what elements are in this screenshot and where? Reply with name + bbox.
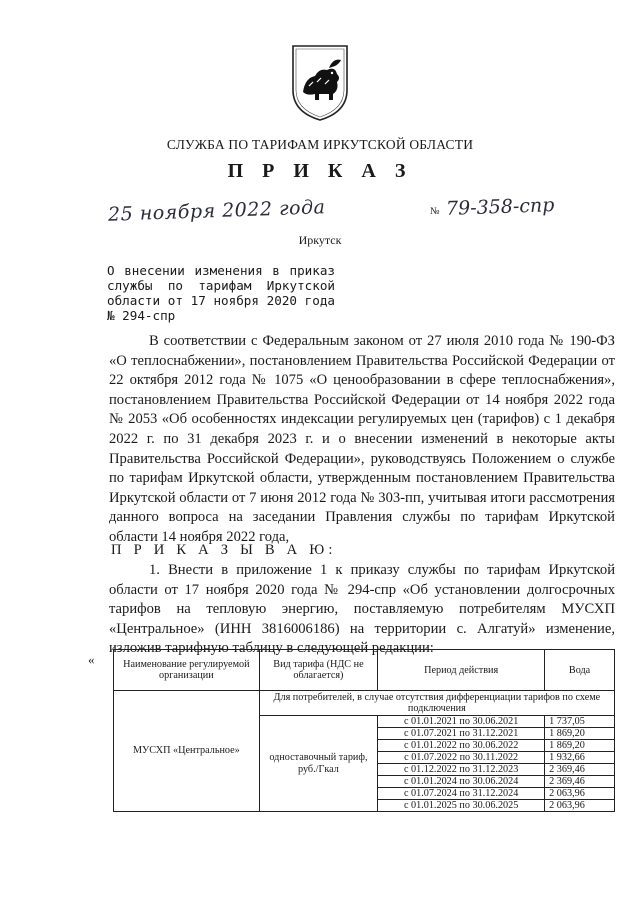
open-quote-mark: «	[88, 652, 95, 667]
period-cell: с 01.01.2024 по 30.06.2024	[378, 776, 545, 788]
value-cell: 1 737,05	[545, 716, 615, 728]
period-cell: с 01.07.2021 по 31.12.2021	[378, 728, 545, 740]
period-cell: с 01.07.2024 по 31.12.2024	[378, 788, 545, 800]
header-period: Период действия	[378, 650, 545, 691]
order-item-1: 1. Внести в приложение 1 к приказу службы по тарифам Иркутской области от 17 ноября 2020 года № 294-спр «Об установлении долгосрочных тарифов на тепловую энергию, поставляемую потребителям МУСХП «Центральное» (ИНН 3816006186) на территории с. Алгатуй» изменение, изложив тарифную таблицу в следующей редакции:	[109, 562, 615, 657]
value-cell: 1 869,20	[545, 740, 615, 752]
coat-of-arms-icon	[289, 42, 351, 124]
table-header-row	[114, 650, 615, 691]
handwritten-number: 79-358-спр	[445, 194, 555, 220]
orders-heading: П Р И К А З Ы В А Ю:	[111, 542, 337, 558]
document-subject: О внесении изменения в приказ службы по тарифам Иркутской области от 17 ноября 2020 года № 294-спр	[107, 263, 335, 323]
header-org: Наименование регулируемой организации	[114, 650, 260, 691]
value-cell: 1 869,20	[545, 728, 615, 740]
period-cell: с 01.12.2022 по 31.12.2023	[378, 764, 545, 776]
city-name: Иркутск	[298, 233, 342, 247]
handwritten-date: 25 ноября 2022 года	[107, 196, 326, 226]
value-cell: 2 369,46	[545, 764, 615, 776]
tariff-kind-cell: одноставочный тариф, руб./Гкал	[259, 716, 377, 812]
period-cell: с 01.01.2025 по 30.06.2025	[378, 800, 545, 812]
organization-cell: МУСХП «Центральное»	[114, 691, 260, 812]
organization-name: СЛУЖБА ПО ТАРИФАМ ИРКУТСКОЙ ОБЛАСТИ	[166, 137, 474, 152]
tariff-table	[113, 649, 615, 812]
period-cell: с 01.01.2021 по 30.06.2021	[378, 716, 545, 728]
value-cell: 2 369,46	[545, 776, 615, 788]
value-cell: 2 063,96	[545, 788, 615, 800]
period-cell: с 01.01.2022 по 30.06.2022	[378, 740, 545, 752]
table-row	[114, 691, 615, 716]
value-cell: 2 063,96	[545, 800, 615, 812]
consumers-note-cell: Для потребителей, в случае отсутствия дифференциации тарифов по схеме подключения	[259, 691, 614, 716]
preamble-paragraph: В соответствии с Федеральным законом от 27 июля 2010 года № 190-ФЗ «О теплоснабжении», постановлением Правительства Российской Федерации от 22 октября 2012 года № 1075 «О ценообразовании в сфере теплоснабжения», постановлением Правительства Российской Федерации от 14 ноября 2022 года № 2053 «Об особенностях индексации регулируемых цен (тарифов) с 1 декабря 2022 г. по 31 декабря 2023 г. и о внесении изменений в некоторые акты Правительства Российской Федерации», руководствуясь Положением о службе по тарифам Иркутской области, утвержденным постановлением Правительства Иркутской области от 7 июня 2012 года № 303-пп, учитывая итоги рассмотрения данного вопроса на заседании Правления службы по тарифам Иркутской области 14 ноября 2022 года,	[109, 333, 615, 545]
period-cell: с 01.07.2022 по 30.11.2022	[378, 752, 545, 764]
document-type-title: П Р И К А З	[227, 160, 413, 182]
value-cell: 1 932,66	[545, 752, 615, 764]
header-water: Вода	[545, 650, 615, 691]
number-label: №	[430, 206, 440, 217]
header-tariff-type: Вид тарифа (НДС не облагается)	[259, 650, 377, 691]
